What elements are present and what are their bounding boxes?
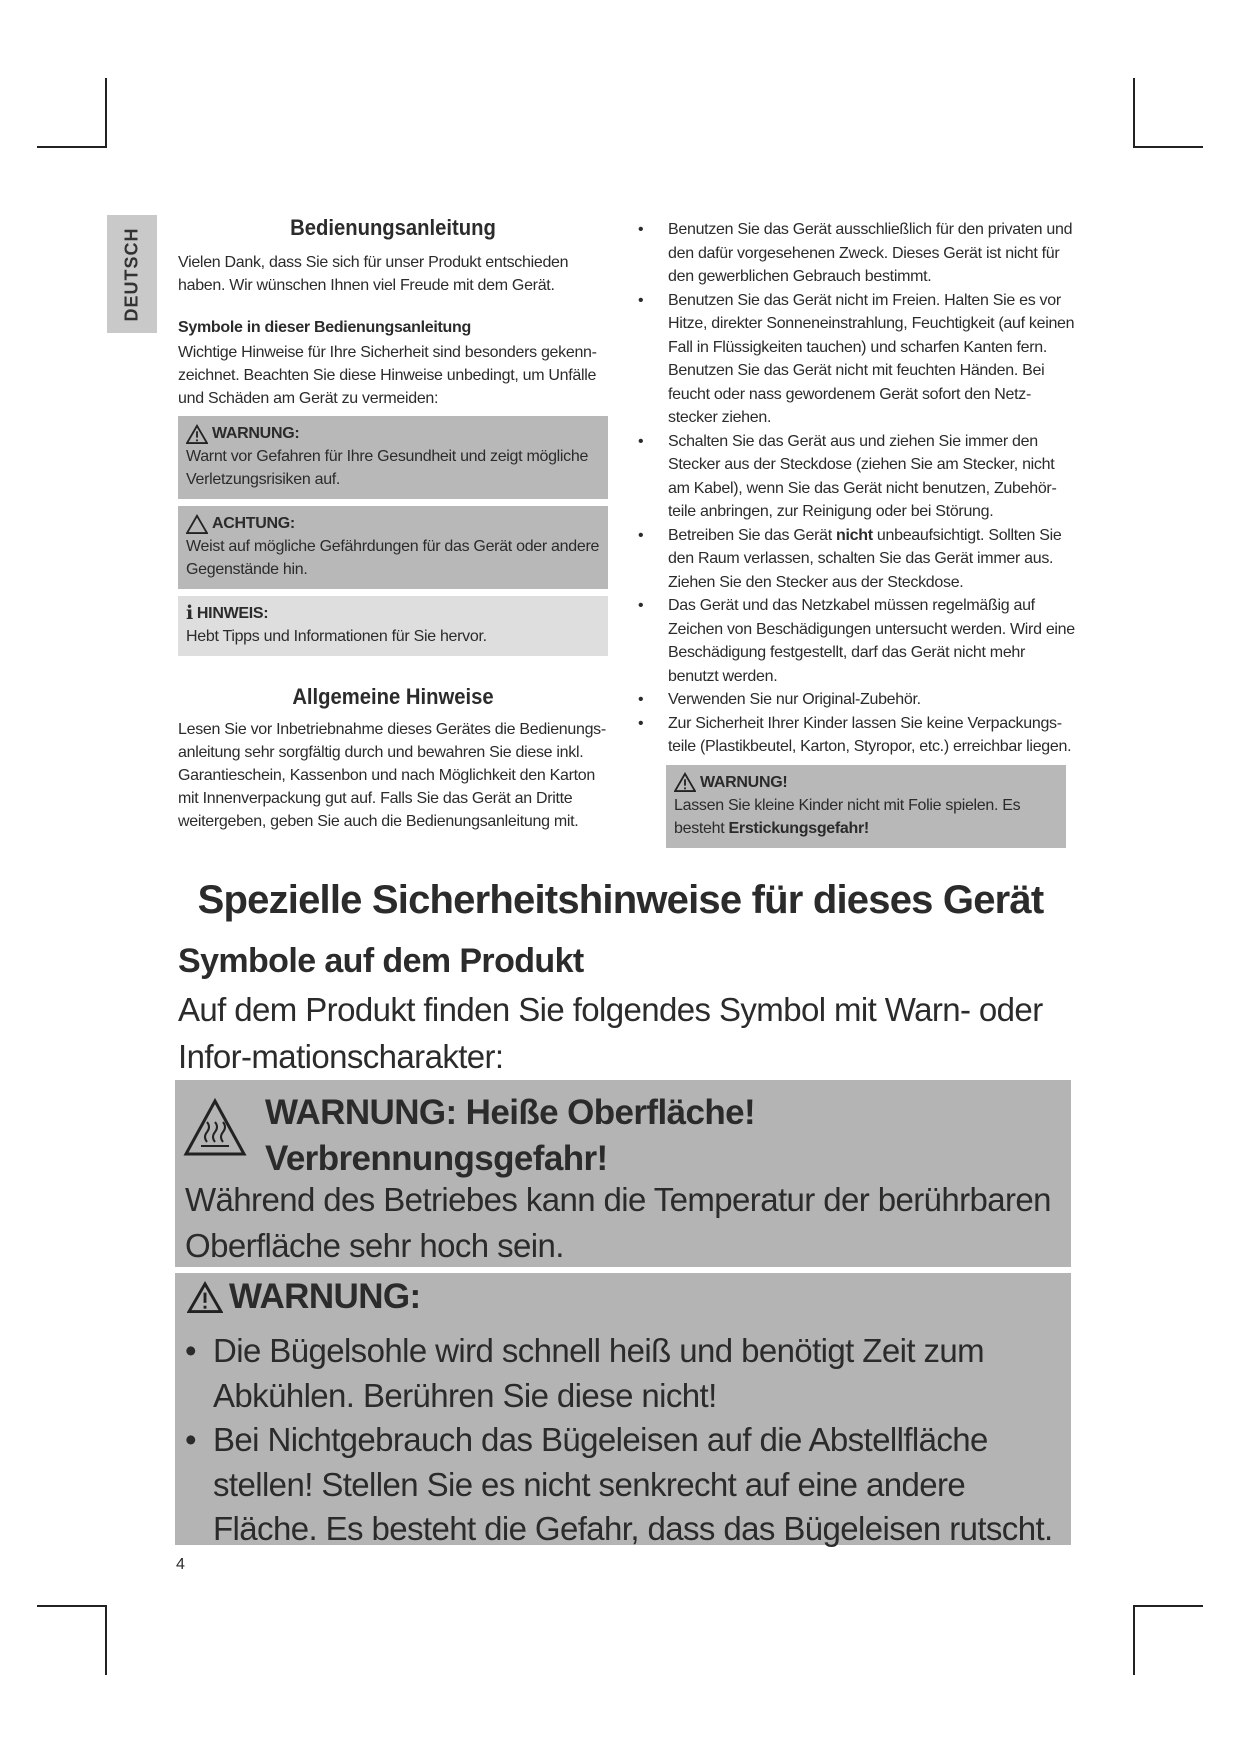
language-tab-label: DEUTSCH [121, 226, 142, 322]
warning-triangle-icon [187, 1281, 223, 1313]
crop-mark-br-v [1133, 1605, 1135, 1675]
crop-mark-tl-h [37, 146, 107, 148]
warning-triangle-icon [186, 424, 208, 444]
warning-label: WARNUNG: [212, 425, 300, 442]
special-safety-title: Spezielle Sicherheitshinweise für dieses Gerät [197, 878, 1044, 922]
warning-text [674, 794, 1058, 840]
note-text: Hebt Tipps und Informationen für Sie hervor. [186, 628, 487, 645]
hot-surface-heading-line2: Verbrennungsgefahr! [265, 1139, 608, 1178]
list-item-emphasis: nicht [836, 526, 873, 544]
left-column [178, 215, 608, 833]
crop-mark-br-h [1133, 1605, 1203, 1607]
safety-list [638, 218, 1078, 759]
suffocation-warning-box [666, 765, 1066, 848]
hot-surface-heading-line1: WARNUNG: Heiße Oberfläche! [265, 1093, 756, 1132]
list-item: • Das Gerät und das Netzkabel müssen regelmäßig auf Zeichen von Beschädigungen untersucht werden. Wird eine Beschädigung festgestellt, darf das Gerät nicht mehr benutzt werden. [638, 594, 1078, 688]
caution-triangle-icon [186, 514, 208, 534]
crop-mark-tr-h [1133, 146, 1203, 148]
warning-text-main: Lassen Sie kleine Kinder nicht mit Folie spielen. Es besteht [674, 796, 1021, 837]
warning-label: WARNUNG: [229, 1277, 421, 1316]
warning-label: WARNUNG! [700, 773, 788, 791]
page-number: 4 [176, 1556, 185, 1573]
warning-box [178, 416, 608, 499]
warning-text-bold: Erstickungsgefahr! [728, 819, 869, 837]
soleplate-warning-box [175, 1273, 1071, 1545]
list-item: • Schalten Sie das Gerät aus und ziehen Sie immer den Stecker aus der Steckdose (ziehen Sie am Stecker, nicht am Kabel), wenn Sie das Gerät nicht benutzen, Zubehör-teile anbringen, zur Reinigung oder bei Störung. [638, 430, 1078, 524]
product-symbols-title: Symbole auf dem Produkt [178, 942, 584, 980]
hot-surface-warning-box [175, 1080, 1071, 1267]
list-item: • Benutzen Sie das Gerät ausschließlich für den privaten und den dafür vorgesehenen Zweck. Dieses Gerät ist nicht für den gewerblichen Gebrauch bestimmt. [638, 218, 1078, 289]
soleplate-warning-list [185, 1329, 1065, 1552]
right-column [638, 218, 1078, 848]
info-icon: i [186, 602, 193, 624]
manual-title: Bedienungsanleitung [290, 215, 496, 240]
symbols-text: Wichtige Hinweise für Ihre Sicherheit sind besonders gekenn-zeichnet. Beachten Sie diese Hinweise unbedingt, um Unfälle und Schäden am Gerät zu vermeiden: [178, 344, 597, 407]
caution-box [178, 506, 608, 589]
hot-surface-heading [265, 1090, 755, 1182]
list-item: • Verwenden Sie nur Original-Zubehör. [638, 688, 1078, 712]
intro-text: Vielen Dank, dass Sie sich für unser Produkt entschieden haben. Wir wünschen Ihnen viel Freude mit dem Gerät. [178, 254, 569, 294]
crop-mark-tl-v [105, 78, 107, 148]
general-text: Lesen Sie vor Inbetriebnahme dieses Gerätes die Bedienungs-anleitung sehr sorgfältig durch und bewahren Sie diese inkl. Garantieschein, Kassenbon und nach Möglichkeit den Karton mit Innenverpackung gut auf. Falls Sie das Gerät an Dritte weitergeben, geben Sie auch die Bedienungsanleitung mit. [178, 721, 606, 830]
note-box [178, 596, 608, 656]
list-item [638, 524, 1078, 595]
hot-surface-icon [183, 1098, 247, 1158]
warning-text: Warnt vor Gefahren für Ihre Gesundheit und zeigt mögliche Verletzungsrisiken auf. [186, 448, 589, 488]
list-item: • Benutzen Sie das Gerät nicht im Freien. Halten Sie es vor Hitze, direkter Sonneneinstrahlung, Feuchtigkeit (auf keinen Fall in Flüssigkeiten tauchen) und scharfen Kanten fern. Benutzen Sie das Gerät nicht mit feuchten Händen. Bei feucht oder nass gewordenem Gerät sofort den Netz-stecker ziehen. [638, 289, 1078, 430]
language-tab [107, 215, 157, 333]
list-item-text: Betreiben Sie das Gerät [668, 526, 837, 544]
list-item: • Zur Sicherheit Ihrer Kinder lassen Sie keine Verpackungs-teile (Plastikbeutel, Karton, Styropor, etc.) erreichbar liegen. [638, 712, 1078, 759]
caution-text: Weist auf mögliche Gefährdungen für das Gerät oder andere Gegenstände hin. [186, 538, 600, 578]
list-item-text: unbeaufsichtigt. Sollten Sie den Raum verlassen, schalten Sie das Gerät immer aus. Ziehen Sie den Stecker aus der Steckdose. [668, 526, 1062, 591]
note-label: HINWEIS: [196, 605, 269, 622]
general-title: Allgemeine Hinweise [292, 684, 494, 709]
crop-mark-tr-v [1133, 78, 1135, 148]
caution-label: ACHTUNG: [212, 515, 295, 532]
hot-surface-text: Während des Betriebes kann die Temperatur der berührbaren Oberfläche sehr hoch sein. [185, 1181, 1051, 1264]
crop-mark-bl-v [105, 1605, 107, 1675]
product-symbols-intro: Auf dem Produkt finden Sie folgendes Symbol mit Warn- oder Infor-mationscharakter: [178, 991, 1043, 1075]
list-item: • Die Bügelsohle wird schnell heiß und benötigt Zeit zum Abkühlen. Berühren Sie diese nicht! [185, 1329, 1065, 1418]
warning-triangle-icon [674, 772, 696, 792]
crop-mark-bl-h [37, 1605, 107, 1607]
list-item: • Bei Nichtgebrauch das Bügeleisen auf die Abstellfläche stellen! Stellen Sie es nicht senkrecht auf eine andere Fläche. Es besteht die Gefahr, dass das Bügeleisen rutscht. [185, 1418, 1065, 1552]
symbols-heading: Symbole in dieser Bedienungsanleitung [178, 319, 471, 336]
